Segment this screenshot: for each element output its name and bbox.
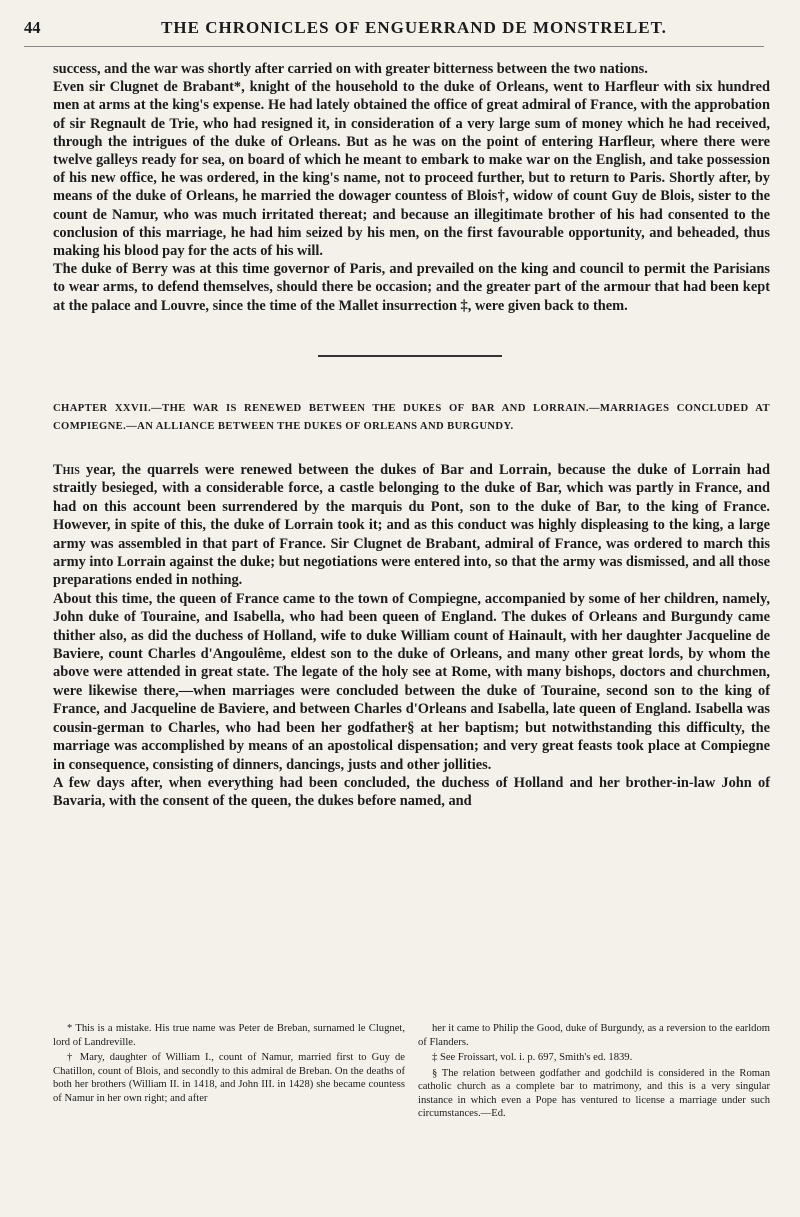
footnote: † Mary, daughter of William I., count of Namur, married first to Guy de Chatillon, count of Blois, and secondly to this admiral de Breban. On the deaths of both her brothers (William II. in 1418, and John III. in 1428) she became countess of Namur in her own right; and after	[53, 1052, 405, 1104]
footnotes	[53, 1022, 770, 1123]
chapter-paragraph: About this time, the queen of France came to the town of Compiegne, accompanied by some of her children, namely, John duke of Touraine, and Isabella, who had been queen of England. The dukes of Orleans and Burgundy came thither also, as did the duchess of Holland, wife to duke William count of Hainault, with her daughter Jacqueline de Baviere, count Charles d'Angoulême, eldest son to the duke of Orleans, and many other great lords, by whom the above were attended in great state. The legate of the holy see at Rome, with many bishops, doctors and churchmen, were likewise there,—when marriages were concluded between the duke of Touraine, second son to the king of France, and Jacqueline de Baviere, and between Charles d'Orleans and Isabella, late queen of England. Isabella was cousin-german to Charles, who had been her godfather§ at her baptism; but notwithstanding this difficulty, the marriage was accomplished by means of an apostolical dispensation; and very great feasts took place at Compiegne in consequence, consisting of dinners, dancings, justs and other jollities.	[53, 590, 770, 773]
footnotes-right-column	[418, 1022, 770, 1123]
footnote: * This is a mistake. His true name was Peter de Breban, surnamed le Clugnet, lord of Landreville.	[53, 1023, 405, 1048]
chapter-paragraph	[53, 461, 770, 590]
paragraph: The duke of Berry was at this time governor of Paris, and prevailed on the king and council to permit the Parisians to wear arms, to defend themselves, should there be occasion; and the greater part of the armour that had been kept at the palace and Louvre, since the time of the Mallet insurrection ‡, were given back to them.	[53, 261, 770, 314]
footnote: ‡ See Froissart, vol. i. p. 697, Smith's ed. 1839.	[432, 1052, 633, 1063]
section-divider	[318, 355, 502, 357]
paragraph: success, and the war was shortly after carried on with greater bitterness between the two nations.	[53, 61, 648, 77]
page-number: 44	[24, 18, 41, 37]
running-title: THE CHRONICLES OF ENGUERRAND DE MONSTRELET.	[161, 18, 667, 37]
footnotes-left-column	[53, 1022, 405, 1123]
opening-word: This	[53, 462, 80, 478]
running-header	[24, 16, 764, 47]
chapter-body	[53, 461, 770, 811]
footnote: § The relation between godfather and godchild is considered in the Roman catholic church as a complete bar to matrimony, and this is a very singular instance in which even a Pope has ventured to license a marriage under such circumstances.—Ed.	[418, 1067, 770, 1119]
body-text-before-chapter	[53, 60, 770, 315]
footnote-continuation: her it came to Philip the Good, duke of Burgundy, as a reversion to the earldom of Flanders.	[418, 1023, 770, 1048]
chapter-heading: CHAPTER XXVII.—THE WAR IS RENEWED BETWEEN THE DUKES OF BAR AND LORRAIN.—MARRIAGES CONCLUDED AT COMPIEGNE.—AN ALLIANCE BETWEEN THE DUKES OF ORLEANS AND BURGUNDY.	[53, 403, 770, 433]
paragraph-text: year, the quarrels were renewed between the dukes of Bar and Lorrain, because the duke of Lorrain had straitly besieged, with a considerable force, a castle belonging to the duke of Bar, which was partly in France, and had on this account been surrendered by the marquis du Pont, son to the duke of Bar, to the king of France. However, in spite of this, the duke of Lorrain took it; and as this conduct was highly displeasing to the king, a large army was assembled in that part of France. Sir Clugnet de Brabant, admiral of France, was ordered to march this army into Lorrain against the duke; but negotiations were entered into, so that the army was dismissed, and all those preparations ended in nothing.	[53, 462, 770, 589]
paragraph: Even sir Clugnet de Brabant*, knight of the household to the duke of Orleans, went to Harfleur with six hundred men at arms at the king's expense. He had lately obtained the office of great admiral of France, with the approbation of sir Regnault de Trie, who had resigned it, in consideration of a very large sum of money which he had received, through the intrigues of the duke of Orleans. But as he was on the point of entering Harfleur, where there were twelve galleys ready for sea, on board of which he meant to embark to make war on the English, and take possession of his new office, he was ordered, in the king's name, not to proceed further, but to return to Paris. Shortly after, by means of the duke of Orleans, he married the dowager countess of Blois†, widow of count Guy de Blois, sister to the count de Namur, who was much irritated thereat; and because an illegitimate brother of his had consented to the conclusion of this marriage, he had him seized by his men, on the first favourable opportunity, and beheaded, thus making his blood pay for the acts of his will.	[53, 79, 770, 260]
chapter-paragraph: A few days after, when everything had been concluded, the duchess of Holland and her brother-in-law John of Bavaria, with the consent of the queen, the dukes before named, and	[53, 774, 770, 810]
